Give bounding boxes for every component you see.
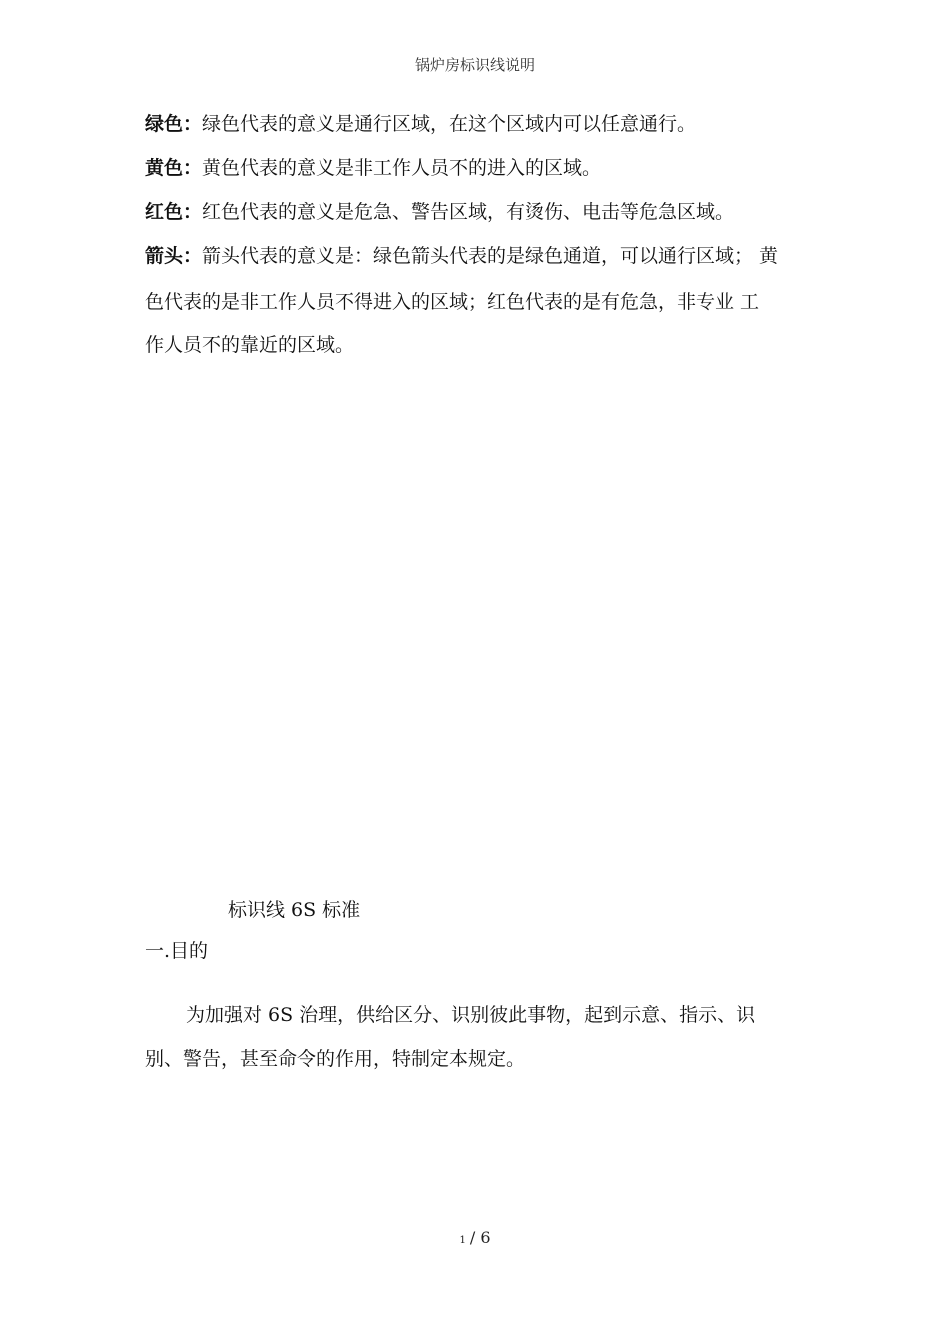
purpose-text-line2: 别、警告，甚至命令的作用，特制定本规定。 [145,1048,526,1070]
red-text: 红色代表的意义是危急、警告区域，有烫伤、电击等危急区域。 [202,201,735,223]
red-meaning [145,197,734,224]
standard-title: 标识线 6S 标准 [228,899,361,921]
page-header: 锅炉房标识线说明 [414,56,535,74]
page-total: / 6 [469,1228,491,1247]
green-meaning [145,109,696,136]
page-current: 1 [459,1235,466,1246]
arrow-label: 箭头： [145,245,203,267]
arrow-meaning [145,241,778,268]
purpose-text-line1: 为加强对 6S 治理，供给区分、识别彼此事物，起到示意、指示、识 [186,1004,756,1026]
section-heading-purpose: 一.目的 [145,940,209,962]
arrow-text-line1: 箭头代表的意义是：绿色箭头代表的是绿色通道，可以通行区域； 黄 [202,245,779,267]
arrow-text-line3: 作人员不的靠近的区域。 [145,334,355,356]
page-number [0,1228,950,1247]
red-label: 红色： [145,201,203,223]
arrow-text-line2: 色代表的是非工作人员不得进入的区域；红色代表的是有危急，非专业 工 [145,291,760,313]
green-text: 绿色代表的意义是通行区域，在这个区域内可以任意通行。 [202,113,697,135]
yellow-label: 黄色： [145,157,203,179]
green-label: 绿色： [145,113,203,135]
yellow-text: 黄色代表的意义是非工作人员不的进入的区域。 [202,157,602,179]
yellow-meaning [145,153,601,180]
